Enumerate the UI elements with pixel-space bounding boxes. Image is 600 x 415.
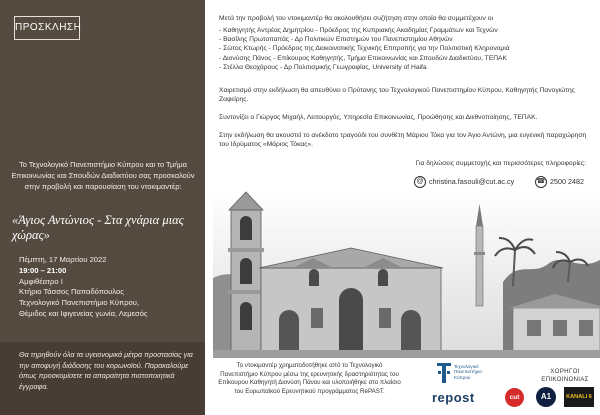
- kanali6-logo[interactable]: KANALI 6: [564, 387, 594, 407]
- event-time: 19:00 – 21:00: [19, 265, 67, 275]
- tepak-logo-icon: [437, 363, 451, 383]
- moderator-text: Συντονίζει ο Γιώργος Μιχαήλ, Λειτουργός, Υπηρεσία Επικοινωνίας, Προώθησης και Διεθνοποίησης, ΤΕΠΑΚ.: [219, 114, 538, 121]
- event-address: Θέμιδος και Ιφιγενείας γωνία, Λεμεσός: [19, 308, 148, 318]
- left-panel: [0, 0, 205, 415]
- cut-logo[interactable]: cut: [505, 388, 524, 407]
- discussion-intro: Μετά την προβολή του ντοκιμαντέρ θα ακολουθήσει συζήτηση στην οποία θα συμμετέχουν οι: [219, 15, 493, 22]
- funding-credits: Το ντοκιμαντέρ χρηματοδοτήθηκε από το Τεχνολογικό Πανεπιστήμιο Κύπρου μέσω της ερευνητικής δραστηριότητας του Επίκουρου Καθηγητή Διονύση Πάνου και υλοποιήθηκε στο πλαίσιο του Ευρωπαϊκού Ερευνητικού προγράμματος RePAST.: [218, 362, 401, 395]
- tepak-logo-name: Τεχνολογικό Πανεπιστήμιο Κύπρου: [454, 364, 482, 380]
- intro-text: Το Τεχνολογικό Πανεπιστήμιο Κύπρου και το Τμήμα Επικοινωνίας και Σπουδών Διαδικτύου σας προσκαλούν στην προβολή και παρουσίαση του ντοκιμαντέρ:: [11, 160, 195, 191]
- speaker-item: - Σώτος Κτωρής - Πρόεδρος της Διακοινοτικής Τεχνικής Επιτροπής για την Πολιτιστική Κληρονομιά: [219, 45, 510, 53]
- speaker-item: - Βασίλης Πρωτοπαπάς - Δρ Πολιτικών Επιστημών του Πανεπιστημίου Αθηνών: [219, 36, 453, 44]
- email-icon: @: [414, 176, 426, 188]
- sponsors-label: ΧΟΡΗΓΟΙ ΕΠΙΚΟΙΝΩΝΙΑΣ: [541, 368, 589, 383]
- speaker-item: - Καθηγητής Αντρέας Δημητρίου - Πρόεδρος της Κυπριακής Ακαδημίας Γραμμάτων και Τεχνών: [219, 27, 498, 34]
- phone-number[interactable]: 2500 2482: [550, 177, 584, 186]
- film-title: «Άγιος Αντώνιος - Στα χνάρια μιας χώρας»: [12, 213, 184, 242]
- speaker-item: - Διονύσης Πάνος - Επίκουρος Καθηγητής, Τμήμα Επικοινωνίας και Σπουδών Διαδικτύου, ΤΕΠΑΚ: [219, 54, 507, 62]
- speaker-list: [219, 26, 594, 72]
- event-university: Τεχνολογικό Πανεπιστήμιο Κύπρου,: [19, 298, 140, 308]
- event-hall: Αμφιθέατρο Ι: [19, 276, 63, 286]
- health-note: Θα τηρηθούν όλα τα υγειονομικά μέτρα προστασίας για την αποφυγή διάδοσης του κορωνοϊού. Παρακαλούμε όπως προσκομίσετε τα απαραίτητα πιστοποιητικά έγγραφα.: [19, 350, 193, 391]
- welcome-text: Χαιρετισμό στην εκδήλωση θα απευθύνει ο Πρύτανης του Τεχνολογικού Πανεπιστημίου Κύπρου, Καθηγητής Πανογιώτης Ζαφείρης.: [219, 87, 575, 104]
- repost-logo[interactable]: repost: [432, 390, 475, 405]
- email-address[interactable]: christina.fasouli@cut.ac.cy: [429, 177, 515, 186]
- event-details: [19, 255, 199, 320]
- event-date: Πέμπτη, 17 Μαρτίου 2022: [19, 255, 107, 264]
- song-text: Στην εκδήλωση θα ακουστεί το ανέκδοτο τραγούδι του συνθέτη Μάριου Τόκα για τον Άγιο Αντώνη, μια ευγενική παραχώρηση του Ιδρύματος «Μάριος Τόκας».: [219, 132, 587, 149]
- ant1-logo[interactable]: A1: [536, 387, 556, 407]
- church-photo: [213, 190, 600, 358]
- event-building: Κτήριο Τάσσος Παπαδόπουλος: [19, 287, 124, 297]
- contact-phone[interactable]: [535, 175, 584, 189]
- info-text: Για δηλώσεις συμμετοχής και περισσότερες πληροφορίες:: [415, 160, 586, 167]
- tepak-logo[interactable]: [437, 361, 495, 387]
- phone-icon: ☎: [535, 176, 547, 188]
- speaker-item: - Στέλλα Θεοχάρους - Δρ Πολιτισμικής Γεωγραφίας, University of Haifa: [219, 63, 427, 71]
- contact-email[interactable]: [414, 175, 514, 189]
- footer: [205, 358, 600, 415]
- invitation-badge: ΠΡΟΣΚΛΗΣΗ: [14, 16, 80, 40]
- church-illustration: [213, 190, 600, 358]
